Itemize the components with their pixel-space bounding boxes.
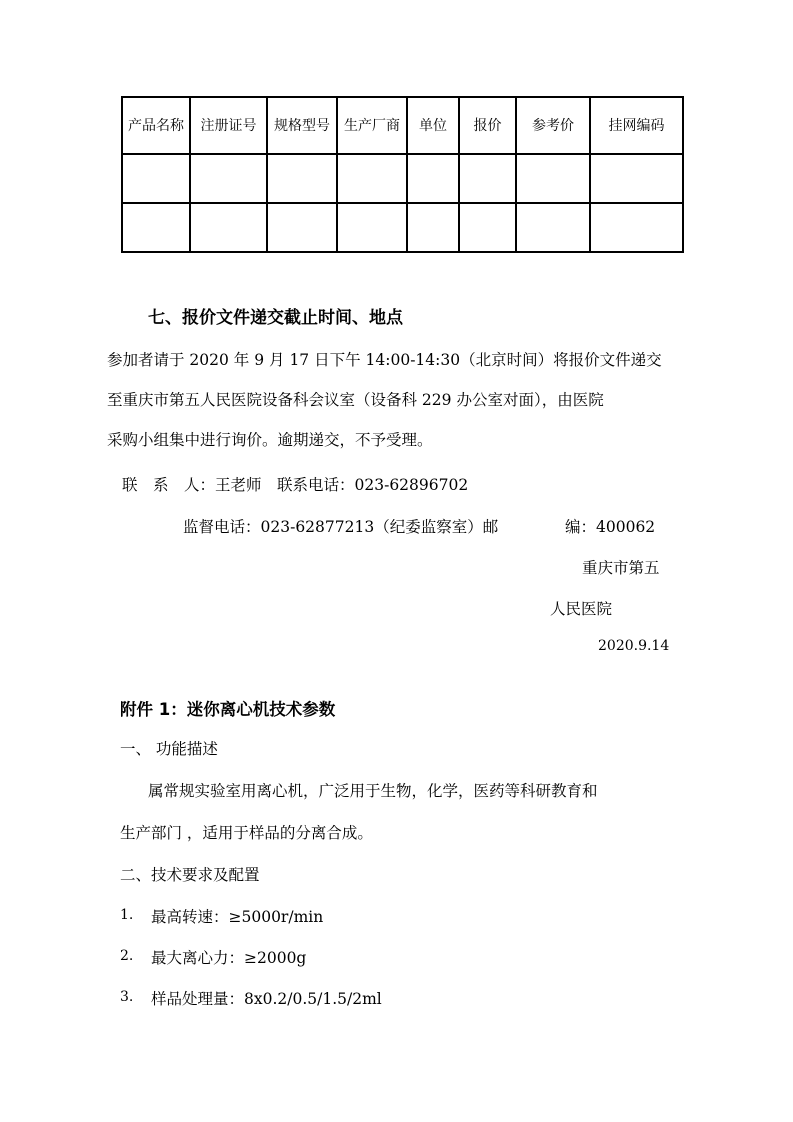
list-number: 2. [120,948,134,964]
subsection-title: 二、技术要求及配置 [120,866,260,884]
table-row [122,154,683,203]
table-header-cell: 参考价 [516,97,590,154]
table-cell [337,203,407,252]
signer-line: 重庆市第五 [582,559,660,577]
paragraph-line: 属常规实验室用离心机，广泛用于生物，化学，医药等科研教育和 [148,782,598,800]
table-cell [516,203,590,252]
table-cell [516,154,590,203]
list-item: 最高转速：≥5000r/min [151,908,324,926]
section-heading: 七、报价文件递交截止时间、地点 [148,308,403,328]
table-header-cell: 规格型号 [267,97,337,154]
table-header-cell: 注册证号 [190,97,267,154]
table-cell [190,203,267,252]
table-cell [122,203,190,252]
paragraph-line: 生产部门 ，适用于样品的分离合成。 [120,824,373,842]
table-cell [590,154,683,203]
list-number: 1. [120,907,134,923]
table-cell [407,203,459,252]
table-cell [190,154,267,203]
list-item: 最大离心力：≥2000g [151,949,307,967]
supervision-phone: 监督电话：023-62877213（纪委监察室）邮 [183,518,499,536]
table-header-cell: 生产厂商 [337,97,407,154]
paragraph-line: 采购小组集中进行询价。逾期递交，不予受理。 [107,431,433,449]
document-date: 2020.9.14 [598,638,670,654]
table-row [122,203,683,252]
table-header-cell: 挂网编码 [590,97,683,154]
quotation-table [121,96,684,253]
table-cell [459,203,516,252]
signer-line: 人民医院 [550,600,613,618]
table-cell [122,154,190,203]
subsection-title: 一、 功能描述 [120,740,218,758]
contact-line: 联 系 人：王老师 联系电话：023-62896702 [122,476,469,494]
attachment-title: 附件 1：迷你离心机技术参数 [120,700,336,719]
postcode: 编：400062 [565,518,656,536]
list-item: 样品处理量：8x0.2/0.5/1.5/2ml [151,990,382,1008]
table-cell [267,203,337,252]
table-cell [459,154,516,203]
table-header-row [122,97,683,154]
paragraph-line: 参加者请于 2020 年 9 月 17 日下午 14:00-14:30（北京时间）将报价文件递交 [107,351,662,369]
table-cell [337,154,407,203]
table-header-cell: 报价 [459,97,516,154]
table-cell [590,203,683,252]
table-header-cell: 单位 [407,97,459,154]
table-cell [267,154,337,203]
list-number: 3. [120,989,134,1005]
table-cell [407,154,459,203]
table-header-cell: 产品名称 [122,97,190,154]
paragraph-line: 至重庆市第五人民医院设备科会议室（设备科 229 办公室对面），由医院 [107,391,604,409]
